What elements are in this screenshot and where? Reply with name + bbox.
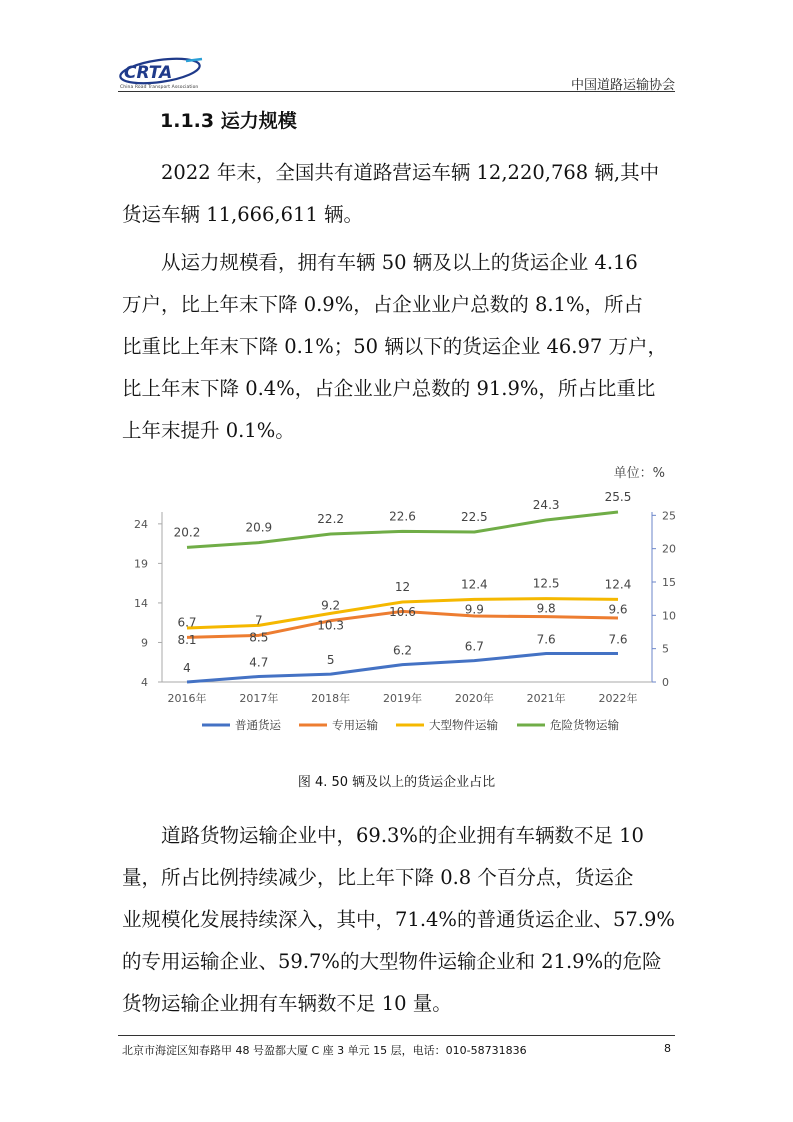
- right-axis-tick-label: 25: [662, 509, 676, 523]
- data-label: 25.5: [604, 490, 632, 504]
- data-label: 12.4: [460, 577, 488, 592]
- figure-caption: 图 4. 50 辆及以上的货运企业占比: [297, 775, 496, 790]
- data-label: 6.2: [392, 643, 413, 658]
- data-label: 4.7: [249, 655, 269, 670]
- left-axis-tick-label: 9: [141, 636, 148, 650]
- left-axis-tick-label: 24: [134, 517, 148, 531]
- x-axis-tick-label: 2016年: [167, 692, 207, 705]
- data-label: 8.1: [177, 633, 197, 647]
- legend-label: 普通货运: [235, 718, 281, 732]
- data-label: 10.3: [317, 618, 345, 633]
- data-label: 5: [326, 653, 335, 668]
- unit-label: 单位：%: [613, 466, 665, 481]
- x-axis-tick-label: 2021年: [526, 692, 566, 705]
- x-axis-tick-label: 2017年: [239, 692, 279, 705]
- data-label: 9.9: [464, 602, 484, 617]
- logo-text: CRTA: [124, 63, 173, 83]
- data-label: 24.3: [532, 498, 560, 512]
- data-label: 12.4: [604, 577, 632, 592]
- right-axis-tick-label: 5: [662, 642, 669, 656]
- x-axis-tick-label: 2022年: [598, 692, 638, 705]
- paragraph-line: 货运车辆 11,666,611 辆。: [122, 203, 364, 226]
- logo-subtitle: China Road Transport Association: [120, 85, 199, 90]
- data-label: 8.5: [249, 630, 269, 645]
- data-label: 12: [394, 580, 411, 594]
- data-label: 22.2: [317, 512, 345, 526]
- x-axis-tick-label: 2019年: [383, 692, 422, 705]
- line-chart: [110, 457, 685, 742]
- legend-label: 危险货物运输: [550, 718, 619, 732]
- paragraph-line: 比上年末下降 0.4%，占企业业户总数的 91.9%，所占比重比: [122, 377, 656, 400]
- header-divider: [118, 91, 675, 92]
- right-axis-tick-label: 0: [662, 676, 669, 689]
- data-label: 9.2: [321, 598, 341, 613]
- legend-label: 大型物件运输: [429, 718, 498, 732]
- data-label: 9.6: [608, 602, 628, 617]
- paragraph-1: [122, 152, 675, 236]
- left-axis-tick-label: 19: [134, 557, 148, 571]
- paragraph-line: 的专用运输企业、59.7%的大型物件运输企业和 21.9%的危险: [122, 950, 662, 973]
- data-label: 6.7: [177, 615, 197, 630]
- legend-label: 专用运输: [332, 718, 378, 732]
- data-label: 10.6: [389, 605, 416, 619]
- right-axis-tick-label: 10: [662, 609, 676, 623]
- data-label: 20.9: [245, 520, 273, 535]
- data-label: 22.6: [389, 509, 416, 524]
- data-label: 20.2: [173, 525, 201, 540]
- paragraph-line: 2022 年末，全国共有道路营运车辆 12,220,768 辆,其中: [161, 161, 660, 184]
- data-label: 7.6: [536, 632, 556, 647]
- left-axis-tick-label: 14: [134, 596, 148, 610]
- data-label: 9.8: [536, 601, 556, 616]
- organization-name: 中国道路运输协会: [570, 78, 675, 93]
- x-axis-tick-label: 2018年: [311, 692, 351, 705]
- data-label: 7: [255, 613, 263, 628]
- data-label: 12.5: [532, 576, 560, 591]
- paragraph-2: [122, 242, 675, 452]
- right-axis-tick-label: 20: [662, 542, 676, 556]
- paragraph-line: 比重比上年末下降 0.1%；50 辆以下的货运企业 46.97 万户，: [122, 335, 667, 358]
- left-axis-tick-label: 4: [141, 676, 148, 689]
- data-label: 4: [183, 661, 191, 675]
- paragraph-line: 业规模化发展持续深入，其中，71.4%的普通货运企业、57.9%: [122, 908, 675, 931]
- paragraph-line: 从运力规模看，拥有车辆 50 辆及以上的货运企业 4.16: [161, 251, 638, 274]
- paragraph-line: 道路货物运输企业中，69.3%的企业拥有车辆数不足 10: [161, 824, 644, 847]
- paragraph-3: [122, 815, 675, 1025]
- paragraph-line: 货物运输企业拥有车辆数不足 10 量。: [122, 992, 452, 1015]
- paragraph-line: 万户，比上年末下降 0.9%，占企业业户总数的 8.1%，所占: [122, 293, 643, 316]
- data-label: 6.7: [464, 639, 484, 654]
- paragraph-line: 上年末提升 0.1%。: [122, 419, 295, 442]
- data-label: 22.5: [460, 510, 488, 524]
- x-axis-tick-label: 2020年: [454, 692, 494, 705]
- data-label: 7.6: [608, 632, 628, 647]
- page-number: 8: [664, 1042, 671, 1055]
- section-title: 1.1.3 运力规模: [160, 110, 297, 132]
- footer-divider: [118, 1035, 675, 1036]
- footer-address: 北京市海淀区知春路甲 48 号盈都大厦 C 座 3 单元 15 层，电话：010-58731836: [122, 1044, 527, 1057]
- paragraph-line: 量，所占比例持续减少，比上年下降 0.8 个百分点，货运企: [122, 866, 634, 889]
- right-axis-tick-label: 15: [662, 576, 676, 589]
